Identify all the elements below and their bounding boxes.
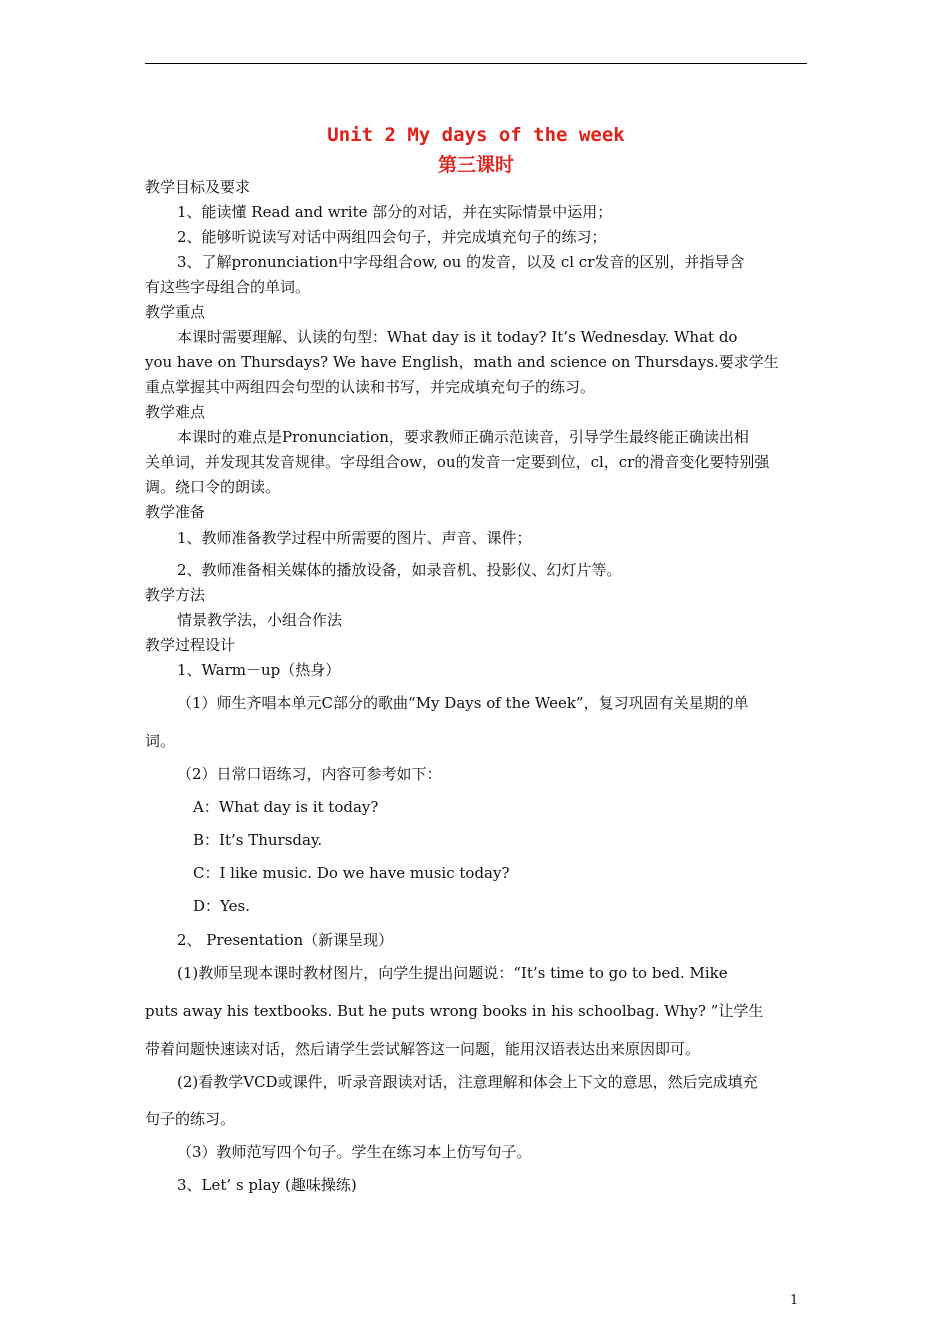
document-title: Unit 2 My days of the week — [327, 124, 625, 146]
process-paragraph: 带着问题快速读对话，然后请学生尝试解答这一问题，能用汉语表达出来原因即可。 — [145, 1040, 701, 1058]
process-paragraph: （1）师生齐唱本单元C部分的歌曲“My Days of the Week”，复习巩固有关星期的单 — [177, 694, 749, 712]
methods-heading: 教学方法 — [145, 586, 206, 604]
header-rule — [145, 63, 807, 64]
document-subtitle: 第三课时 — [437, 154, 514, 176]
process-paragraph: 句子的练习。 — [145, 1110, 236, 1128]
key-points-line: 本课时需要理解、认读的句型：What day is it today? It’s Wednesday. What do — [177, 328, 738, 346]
difficulties-line: 本课时的难点是Pronunciation，要求教师正确示范读音，引导学生最终能正确读出相 — [177, 428, 749, 446]
process-paragraph: (2)看教学VCD或课件，听录音跟读对话，注意理解和体会上下文的意思，然后完成填充 — [177, 1073, 758, 1091]
process-paragraph: 词。 — [145, 732, 176, 750]
process-heading: 教学过程设计 — [145, 636, 236, 654]
key-points-heading: 教学重点 — [145, 303, 206, 321]
process-paragraph: （3）教师范写四个句子。学生在练习本上仿写句子。 — [177, 1143, 532, 1161]
difficulties-line: 关单词，并发现其发音规律。字母组合ow，ou的发音一定要到位，cl，cr的滑音变化要特别强 — [145, 453, 770, 471]
difficulties-line: 调。绕口令的朗读。 — [145, 478, 281, 496]
dialogue-line: A：What day is it today? — [193, 798, 379, 816]
dialogue-line: C：I like music. Do we have music today? — [193, 864, 510, 882]
page-number: 1 — [790, 1293, 799, 1308]
dialogue-line: B：It’s Thursday. — [193, 831, 323, 849]
process-step: 1、Warm－up（热身） — [177, 661, 341, 679]
preparation-item: 1、教师准备教学过程中所需要的图片、声音、课件； — [177, 529, 532, 547]
difficulties-heading: 教学难点 — [145, 403, 206, 421]
process-paragraph: puts away his textbooks. But he puts wrong books in his schoolbag. Why? ”让学生 — [145, 1002, 764, 1020]
objective-item: 3、了解pronunciation中字母组合ow, ou 的发音，以及 cl cr发音的区别，并指导含 — [177, 253, 745, 271]
methods-text: 情景教学法，小组合作法 — [177, 611, 343, 629]
process-paragraph: （2）日常口语练习，内容可参考如下： — [177, 765, 442, 783]
objective-item: 1、能读懂 Read and write 部分的对话，并在实际情景中运用； — [177, 203, 613, 221]
objective-item: 有这些字母组合的单词。 — [145, 278, 311, 296]
preparation-heading: 教学准备 — [145, 503, 206, 521]
key-points-line: 重点掌握其中两组四会句型的认读和书写，并完成填充句子的练习。 — [145, 378, 596, 396]
objectives-heading: 教学目标及要求 — [145, 178, 251, 196]
preparation-item: 2、教师准备相关媒体的播放设备，如录音机、投影仪、幻灯片等。 — [177, 561, 622, 579]
process-step: 3、Let’ s play (趣味操练) — [177, 1176, 357, 1194]
dialogue-line: D：Yes. — [193, 897, 250, 915]
key-points-line: you have on Thursdays? We have English，math and science on Thursdays.要求学生 — [145, 353, 779, 371]
process-step: 2、 Presentation（新课呈现） — [177, 931, 394, 949]
process-paragraph: (1)教师呈现本课时教材图片，向学生提出问题说：“It’s time to go to bed. Mike — [177, 964, 728, 982]
objective-item: 2、能够听说读写对话中两组四会句子，并完成填充句子的练习； — [177, 228, 607, 246]
